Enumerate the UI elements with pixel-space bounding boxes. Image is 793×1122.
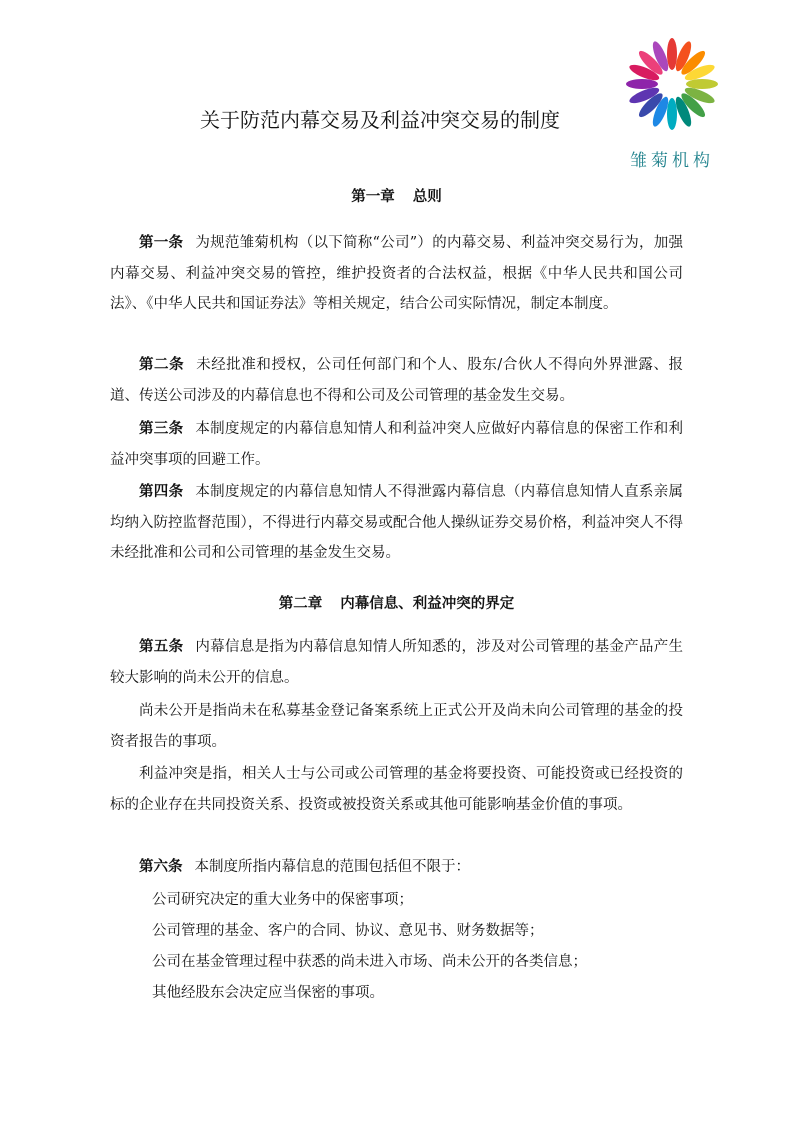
chapter-1-number: 第一章 [351,188,395,205]
document-title: 关于防范内幕交易及利益冲突交易的制度 [200,108,560,132]
article-2-text: 未经批准和授权，公司任何部门和个人、股东/合伙人不得向外界泄露、报道、传送公司涉及的内幕信息也不得和公司及公司管理的基金发生交易。 [110,357,683,404]
article-3-text: 本制度规定的内幕信息知情人和利益冲突人应做好内幕信息的保密工作和利益冲突事项的回避工作。 [110,421,683,468]
chapter-2-heading [110,592,683,613]
daisy-logo-icon [622,34,722,134]
article-1-label: 第一条 [139,234,184,251]
article-4 [110,477,683,569]
logo-petal [626,79,658,89]
paragraph-conflict-definition: 利益冲突是指，相关人士与公司或公司管理的基金将要投资、可能投资或已经投资的标的企业存在共同投资关系、投资或被投资关系或其他可能影响基金价值的事项。 [110,766,683,813]
logo-petal [667,38,677,70]
list-item: 公司管理的基金、客户的合同、协议、意见书、财务数据等； [152,923,544,939]
chapter-2-name: 内幕信息、利益冲突的界定 [340,595,515,612]
article-3 [110,414,683,475]
article-6 [110,852,683,883]
article-5-label: 第五条 [139,638,184,655]
list-item: 公司研究决定的重大业务中的保密事项； [152,892,413,908]
article-1-text: 为规范雏菊机构（以下简称“公司”）的内幕交易、利益冲突交易行为，加强内幕交易、利益冲突交易的管控，维护投资者的合法权益，根据《中华人民共和国公司法》、《中华人民共和国证券法》等相关规定，结合公司实际情况，制定本制度。 [110,235,684,312]
article-6-text: 本制度所指内幕信息的范围包括但不限于： [194,859,470,875]
list-item: 其他经股东会决定应当保密的事项。 [152,985,384,1001]
chapter-2-number: 第二章 [278,595,323,612]
paragraph-unpublic-definition: 尚未公开是指尚未在私募基金登记备案系统上正式公开及尚未向公司管理的基金的投资者报告的事项。 [110,703,683,750]
article-2-label: 第二条 [139,356,185,373]
logo-petal [667,98,677,130]
article-2 [110,350,683,411]
chapter-1-name: 总则 [412,188,442,205]
article-6-label: 第六条 [139,858,183,875]
logo-text: 雏菊机构 [630,151,714,171]
article-5 [110,632,683,693]
chapter-1-heading [110,185,683,206]
article-3-label: 第三条 [139,420,184,437]
company-logo [612,34,732,174]
article-4-text: 本制度规定的内幕信息知情人不得泄露内幕信息（内幕信息知情人直系亲属均纳入防控监督范围），不得进行内幕交易或配合他人操纵证券交易价格，利益冲突人不得未经批准和公司和公司管理的基金发生交易。 [110,484,683,561]
article-5-text: 内幕信息是指为内幕信息知情人所知悉的，涉及对公司管理的基金产品产生较大影响的尚未公开的信息。 [110,639,683,686]
article-1 [110,228,683,320]
list-item: 公司在基金管理过程中获悉的尚未进入市场、尚未公开的各类信息； [152,954,587,970]
article-4-label: 第四条 [139,483,184,500]
logo-petal [686,79,718,89]
